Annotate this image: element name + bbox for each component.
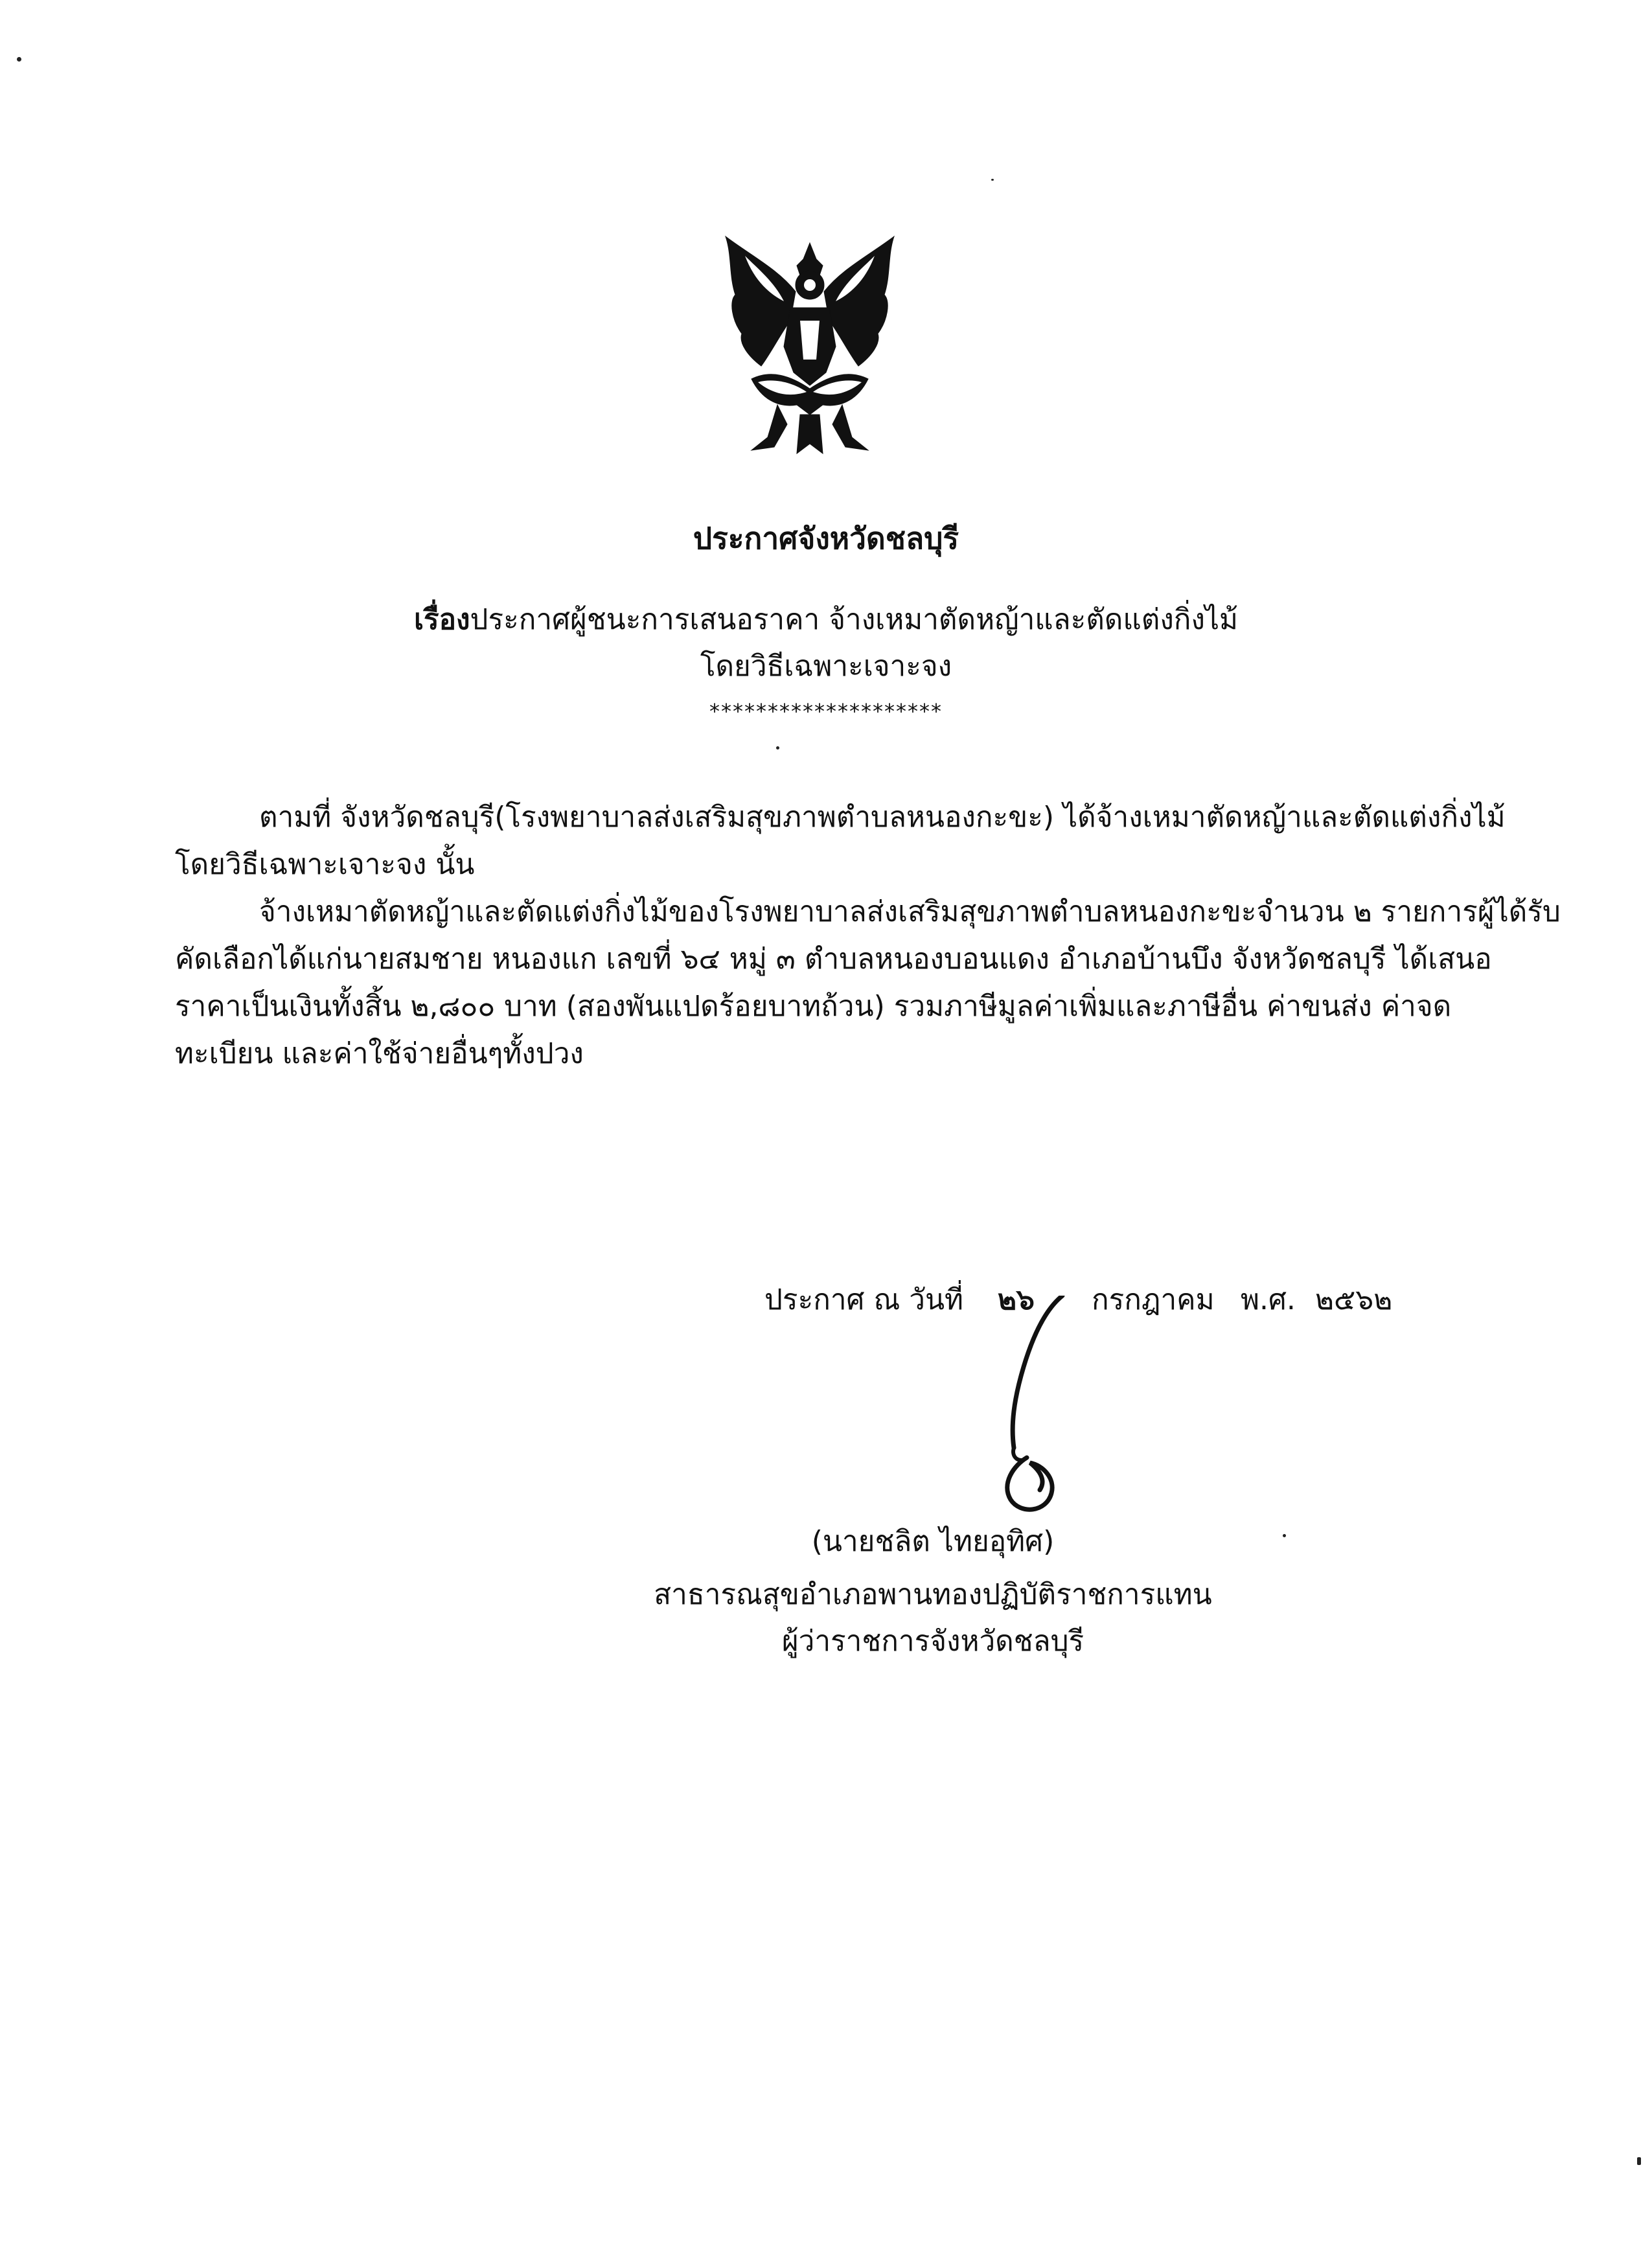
- paragraph-1-line-2: โดยวิธีเฉพาะเจาะจง นั้น: [175, 848, 475, 881]
- subject-separator: ********************: [709, 699, 943, 724]
- announcement-day: ๒๖: [998, 1283, 1035, 1316]
- handwritten-signature: [975, 1296, 1079, 1516]
- announcement-year-label: พ.ศ.: [1241, 1283, 1296, 1316]
- announcement-prefix: ประกาศ ณ วันที่: [764, 1283, 964, 1316]
- scan-speck: [1283, 1534, 1286, 1537]
- paragraph-1-line-1: ตามที่ จังหวัดชลบุรี(โรงพยาบาลส่งเสริมสุขภาพตำบลหนองกะขะ) ได้จ้างเหมาตัดหญ้าและตัดแต่งกิ่งไม้: [259, 801, 1506, 834]
- announcement-year: ๒๕๖๒: [1315, 1283, 1393, 1316]
- subject-line: [0, 603, 1652, 636]
- scan-speck: [1637, 2157, 1641, 2165]
- signatory-name: (นายชลิต ไทยอุทิศ): [811, 1525, 1055, 1558]
- subject-method: โดยวิธีเฉพาะเจาะจง: [700, 650, 952, 683]
- signatory-on-behalf: ผู้ว่าราชการจังหวัดชลบุรี: [781, 1625, 1084, 1658]
- paragraph-2-line-2: คัดเลือกได้แก่นายสมชาย หนองแก เลขที่ ๖๔ หมู่ ๓ ตำบลหนองบอนแดง อำเภอบ้านบึง จังหวัดชลบุรี ได้เสนอ: [175, 943, 1492, 976]
- subject-text: ประกาศผู้ชนะการเสนอราคา จ้างเหมาตัดหญ้าและตัดแต่งกิ่งไม้: [470, 603, 1239, 636]
- scan-speck: [776, 746, 779, 750]
- paragraph-2-line-3: ราคาเป็นเงินทั้งสิ้น ๒,๘๐๐ บาท (สองพันแปดร้อยบาทถ้วน) รวมภาษีมูลค่าเพิ่มและภาษีอื่น ค่าขนส่ง ค่าจด: [175, 990, 1452, 1023]
- subject-label: เรื่อง: [413, 603, 470, 636]
- scan-speck: [991, 179, 994, 181]
- document-title: ประกาศจังหวัดชลบุรี: [693, 521, 959, 556]
- signatory-position: สาธารณสุขอำเภอพานทองปฏิบัติราชการแทน: [654, 1578, 1212, 1611]
- paragraph-2-line-1: จ้างเหมาตัดหญ้าและตัดแต่งกิ่งไม้ของโรงพยาบาลส่งเสริมสุขภาพตำบลหนองกะขะจำนวน ๒ รายการผู้ได้รับ: [259, 895, 1561, 928]
- paragraph-2-line-4: ทะเบียน และค่าใช้จ่ายอื่นๆทั้งปวง: [175, 1037, 584, 1070]
- announcement-month: กรกฎาคม: [1092, 1283, 1215, 1316]
- scan-speck: [17, 57, 21, 62]
- garuda-emblem-icon: [713, 230, 907, 460]
